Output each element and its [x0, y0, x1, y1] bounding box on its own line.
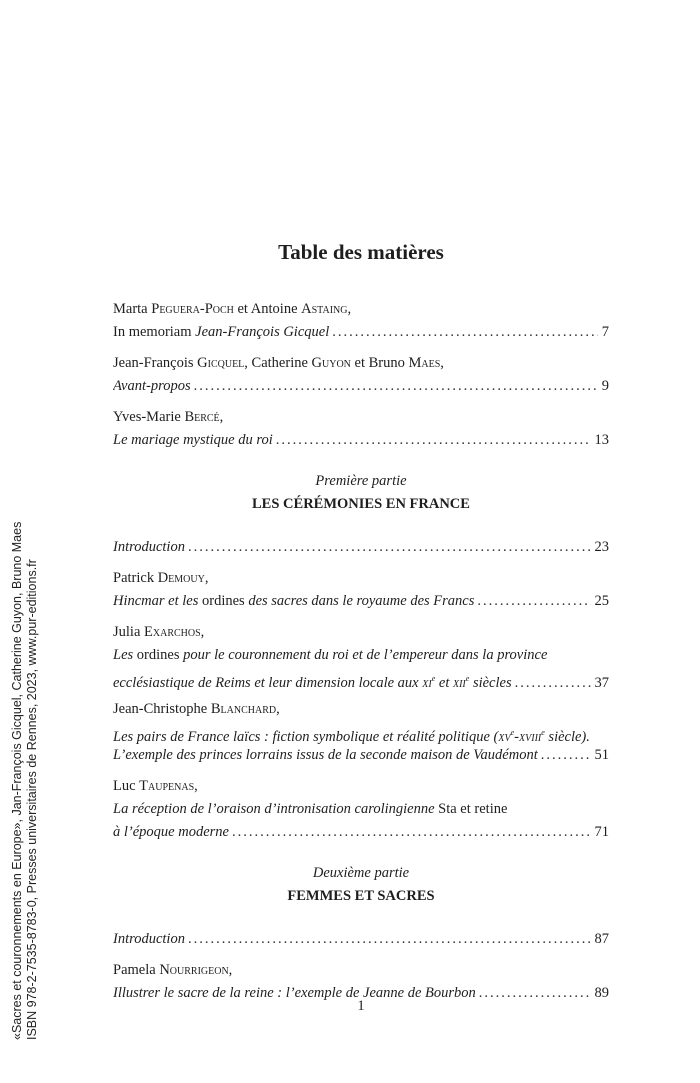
- part-heading-2: [113, 862, 609, 908]
- toc-entry-title: [113, 590, 474, 613]
- toc-entry-introduction: [113, 928, 609, 951]
- dot-leader: [276, 429, 591, 452]
- title-italic: ecclésiastique de Reims et leur dimension locale aux: [113, 674, 423, 690]
- author-surname: Peguera-Poch: [151, 301, 234, 317]
- toc-entry-authors: [113, 959, 609, 982]
- toc-entry-authors: [113, 621, 609, 644]
- title-text: Sta et retine: [438, 801, 508, 817]
- toc-entry-title-line[interactable]: [113, 721, 609, 744]
- author-surname: Gicquel: [197, 355, 245, 371]
- toc-page-number: 51: [594, 747, 609, 763]
- author-text: Patrick: [113, 570, 158, 586]
- page-footer-number: 1: [357, 998, 365, 1014]
- toc-entry-authors: [113, 567, 609, 590]
- toc-entry-taupenas: [113, 775, 609, 844]
- dot-leader: [188, 536, 591, 559]
- author-surname: Nourrigeon: [159, 962, 229, 978]
- toc-entry-title-line[interactable]: [113, 375, 609, 398]
- superscript: e: [541, 728, 545, 737]
- author-surname: Bercé: [184, 409, 220, 425]
- toc-entry-title-line[interactable]: [113, 667, 609, 690]
- toc-entry-exarchos: [113, 621, 609, 690]
- title-italic: -: [514, 728, 520, 744]
- part-heading-1: [113, 470, 609, 516]
- title-italic: Hincmar et les: [113, 593, 202, 609]
- toc-entry-title-line[interactable]: [113, 744, 609, 767]
- toc-entry-title: Avant-propos: [113, 378, 191, 394]
- title-text: ordines: [202, 593, 245, 609]
- author-surname: Maes: [408, 355, 441, 371]
- toc-entry-title-line[interactable]: [113, 644, 609, 667]
- toc-entry-introduction: [113, 536, 609, 559]
- author-text: Pamela: [113, 962, 160, 978]
- author-text: ,: [276, 701, 280, 717]
- dot-leader: [194, 375, 598, 398]
- superscript: e: [510, 728, 515, 737]
- toc-entry-title-line[interactable]: [113, 536, 609, 559]
- toc-entry-authors: [113, 352, 609, 375]
- title-italic: Les pairs de France laïcs : fiction symbolique et réalité politique (: [113, 728, 499, 744]
- page-title: Table des matières: [278, 240, 444, 264]
- author-text: ,: [200, 624, 205, 640]
- century-numeral: xviii: [519, 728, 542, 744]
- dot-leader: [515, 672, 591, 690]
- title-italic: pour le couronnement du roi et de l’empereur dans la province: [179, 647, 548, 663]
- author-text: ,: [204, 570, 209, 586]
- title-italic: siècle).: [544, 728, 590, 744]
- author-surname: Guyon: [311, 355, 351, 371]
- title-italic: Les: [113, 647, 137, 663]
- toc-entry-in-memoriam: [113, 298, 609, 344]
- superscript: e: [465, 674, 470, 683]
- toc-entry-title: L’exemple des princes lorrains issus de la seconde maison de Vaudémont: [113, 747, 538, 763]
- toc-entry-title-line[interactable]: [113, 429, 609, 452]
- toc-entry-authors: [113, 775, 609, 798]
- author-text: ,: [347, 301, 352, 317]
- dot-leader: [477, 590, 590, 613]
- toc-entry-title-line[interactable]: [113, 928, 609, 951]
- title-italic: Jean-François Gicquel: [195, 324, 330, 340]
- author-text: ,: [219, 409, 224, 425]
- century-numeral: xii: [452, 674, 466, 690]
- author-text: et Bruno: [350, 355, 409, 371]
- toc-entry-authors: [113, 698, 609, 721]
- toc-entry-title: à l’époque moderne: [113, 824, 229, 840]
- author-surname: Taupenas: [139, 778, 195, 794]
- side-note-line-2: ISBN 978-2-7535-8783-0, Presses universitaires de Rennes, 2023, www.pur-editions.fr: [25, 559, 39, 1040]
- author-text: et Antoine: [233, 301, 302, 317]
- author-text: Yves-Marie: [113, 409, 185, 425]
- part-label: Deuxième partie: [312, 865, 410, 881]
- toc-entry-avant-propos: [113, 352, 609, 398]
- title-italic: et: [435, 674, 453, 690]
- author-text: , Catherine: [244, 355, 312, 371]
- author-text: Jean-François: [113, 355, 198, 371]
- author-text: ,: [228, 962, 233, 978]
- author-surname: Exarchos: [144, 624, 201, 640]
- toc-page-number: 23: [594, 539, 609, 555]
- title-text: In memoriam: [113, 324, 196, 340]
- author-text: ,: [194, 778, 198, 794]
- title-italic: La réception de l’oraison d’intronisation carolingienne: [113, 801, 439, 817]
- toc-entry-title-line[interactable]: [113, 321, 609, 344]
- toc-entry-title-line[interactable]: [113, 590, 609, 613]
- author-text: Jean-Christophe: [113, 701, 211, 717]
- part-name: LES CÉRÉMONIES EN FRANCE: [252, 496, 470, 512]
- title-text: ordines: [136, 647, 180, 663]
- toc-page-number: 25: [594, 593, 609, 609]
- toc-entry-title: Introduction: [113, 539, 185, 555]
- toc-entry-title-line[interactable]: [113, 821, 609, 844]
- toc-page-number: 9: [601, 378, 609, 394]
- toc-entry-mariage-mystique: [113, 406, 609, 452]
- toc-entry-title-line[interactable]: [113, 798, 609, 821]
- author-surname: Astaing: [301, 301, 348, 317]
- toc-entry-blanchard: [113, 698, 609, 767]
- table-of-contents: [113, 298, 609, 1013]
- toc-entry-authors: [113, 298, 609, 321]
- author-text: Marta: [113, 301, 152, 317]
- title-italic: des sacres dans le royaume des Francs: [244, 593, 475, 609]
- dot-leader: [232, 821, 591, 844]
- side-note-line-1: «Sacres et couronnements en Europe», Jan-François Gicquel, Catherine Guyon, Bruno Maes: [10, 521, 24, 1040]
- dot-leader: [541, 744, 591, 767]
- dot-leader: [188, 928, 591, 951]
- toc-entry-title: Introduction: [113, 931, 185, 947]
- superscript: e: [431, 674, 436, 683]
- part-label: Première partie: [315, 473, 407, 489]
- toc-entry-title: Illustrer le sacre de la reine : l’exemple de Jeanne de Bourbon: [113, 985, 476, 1001]
- author-surname: Demouy: [157, 570, 205, 586]
- author-text: ,: [440, 355, 444, 371]
- toc-page-number: 89: [594, 985, 609, 1001]
- toc-page-number: 87: [594, 931, 609, 947]
- author-text: Julia: [113, 624, 145, 640]
- side-copyright-note: [10, 480, 70, 1040]
- toc-page-number: 7: [601, 324, 609, 340]
- title-italic: siècles: [469, 674, 512, 690]
- author-text: Luc: [113, 778, 140, 794]
- toc-entry-authors: [113, 406, 609, 429]
- toc-entry-demouy: [113, 567, 609, 613]
- toc-entry-title: [113, 321, 329, 344]
- toc-entry-title: Le mariage mystique du roi: [113, 432, 273, 448]
- toc-page-number: 37: [594, 674, 609, 690]
- dot-leader: [332, 321, 598, 344]
- author-surname: Blanchard: [210, 701, 277, 717]
- toc-page-number: 71: [594, 824, 609, 840]
- century-numeral: xi: [422, 674, 432, 690]
- toc-entry-title: [113, 667, 512, 690]
- toc-page-number: 13: [594, 432, 609, 448]
- part-name: FEMMES ET SACRES: [287, 888, 435, 904]
- century-numeral: xv: [498, 728, 511, 744]
